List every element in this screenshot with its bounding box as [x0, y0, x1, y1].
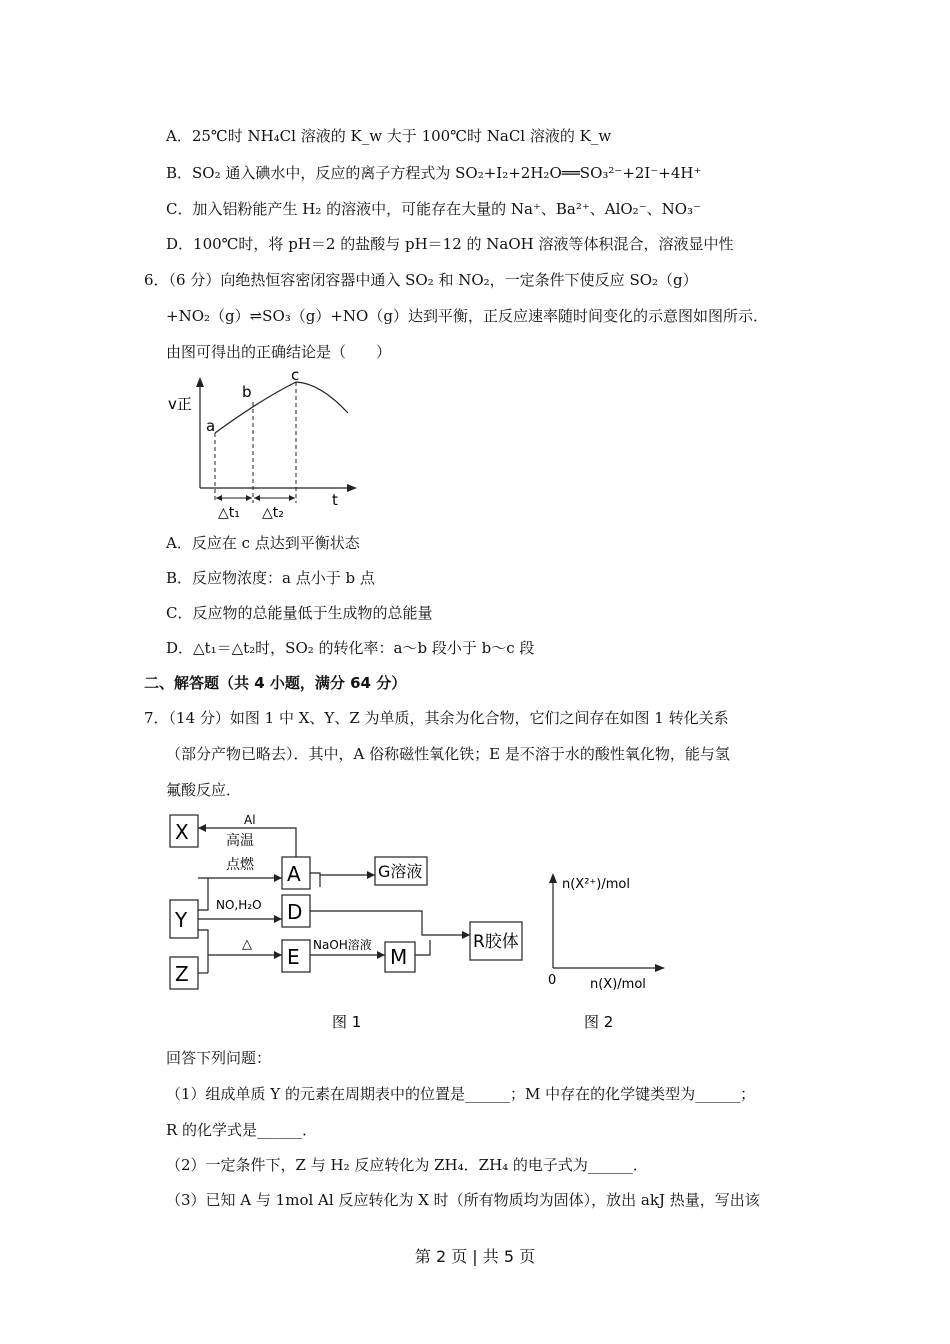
x-axis-label: t [332, 491, 338, 509]
fig2-y-label: n(X²⁺)/mol [562, 877, 630, 892]
label-e: E [287, 945, 300, 969]
q6-stem-line-1: 6．（6 分）向绝热恒容密闭容器中通入 SO₂ 和 NO₂，一定条件下使反应 SO₂（g） [144, 271, 698, 289]
q7-figure-2 [540, 868, 680, 1040]
rate-curve [215, 382, 348, 433]
q7-stem-line-3: 氟酸反应． [166, 781, 242, 799]
y-axis-label: v正 [168, 395, 192, 413]
q7-part-1b: R 的化学式是______． [166, 1121, 318, 1139]
q7-stem-line-2: （部分产物已略去）．其中，A 俗称磁性氧化铁；E 是不溶于水的酸性氧化物，能与氢 [166, 745, 730, 763]
q6-option-b: B．反应物浓度：a 点小于 b 点 [166, 569, 375, 587]
fig2-origin: 0 [548, 973, 557, 988]
q5-option-a: A．25℃时 NH₄Cl 溶液的 K_w 大于 100℃时 NaCl 溶液的 K_w [166, 127, 612, 145]
dt2-label: △t₂ [262, 505, 284, 521]
label-z: Z [175, 962, 189, 986]
label-gaowen: 高温 [226, 833, 254, 849]
label-m: M [390, 945, 408, 969]
point-c-label: c [291, 366, 300, 384]
q7-figure-1 [160, 805, 540, 1040]
q7-part-3: （3）已知 A 与 1mol Al 反应转化为 X 时（所有物质均为固体），放出 akJ 热量，写出该 [166, 1191, 760, 1209]
q5-option-c: C．加入铝粉能产生 H₂ 的溶液中，可能存在大量的 Na⁺、Ba²⁺、AlO₂⁻、NO₃⁻ [166, 200, 701, 218]
x-axis-arrow [347, 484, 357, 492]
q5-option-d: D．100℃时，将 pH＝2 的盐酸与 pH＝12 的 NaOH 溶液等体积混合，溶液显中性 [166, 235, 734, 253]
section-heading: 二、解答题（共 4 小题，满分 64 分） [144, 674, 407, 692]
label-al: Al [244, 813, 256, 827]
q7-stem-line-1: 7．（14 分）如图 1 中 X、Y、Z 为单质，其余为化合物，它们之间存在如图 1 转化关系 [144, 709, 729, 727]
figure-1-caption: 图 1 [332, 1013, 362, 1031]
page-footer: 第 2 页 | 共 5 页 [414, 1247, 536, 1266]
label-naoh: NaOH溶液 [313, 938, 372, 952]
label-y: Y [175, 908, 188, 932]
figure-2-caption: 图 2 [584, 1013, 614, 1031]
q6-stem-line-3: 由图可得出的正确结论是（ ） [166, 343, 392, 361]
q7-part-1a: （1）组成单质 Y 的元素在周期表中的位置是______；M 中存在的化学键类型为______； [166, 1085, 756, 1103]
label-no-h2o: NO,H₂O [216, 898, 262, 912]
label-dianran: 点燃 [226, 857, 254, 873]
q7-answer-intro: 回答下列问题： [166, 1049, 272, 1067]
q6-rate-graph [160, 365, 370, 525]
label-a: A [287, 862, 301, 886]
q6-option-c: C．反应物的总能量低于生成物的总能量 [166, 604, 433, 622]
q6-option-a: A．反应在 c 点达到平衡状态 [166, 534, 360, 552]
q7-part-2: （2）一定条件下，Z 与 H₂ 反应转化为 ZH₄．ZH₄ 的电子式为______． [166, 1156, 648, 1174]
label-d: D [287, 900, 303, 924]
y-axis-arrow [196, 377, 204, 387]
label-g: G溶液 [378, 862, 423, 881]
label-heat: △ [242, 937, 252, 952]
q5-option-b: B．SO₂ 通入碘水中，反应的离子方程式为 SO₂+I₂+2H₂O══SO₃²⁻+2I⁻+4H⁺ [166, 164, 702, 182]
label-r: R胶体 [473, 932, 519, 952]
point-b-label: b [242, 383, 252, 401]
point-a-label: a [206, 417, 216, 435]
q6-stem-line-2: +NO₂（g）⇌SO₃（g）+NO（g）达到平衡，正反应速率随时间变化的示意图如图所示． [166, 307, 768, 325]
q6-option-d: D．△t₁＝△t₂时，SO₂ 的转化率：a～b 段小于 b～c 段 [166, 639, 535, 657]
dt1-label: △t₁ [218, 505, 240, 521]
fig2-x-label: n(X)/mol [590, 977, 646, 992]
label-x: X [175, 820, 189, 844]
